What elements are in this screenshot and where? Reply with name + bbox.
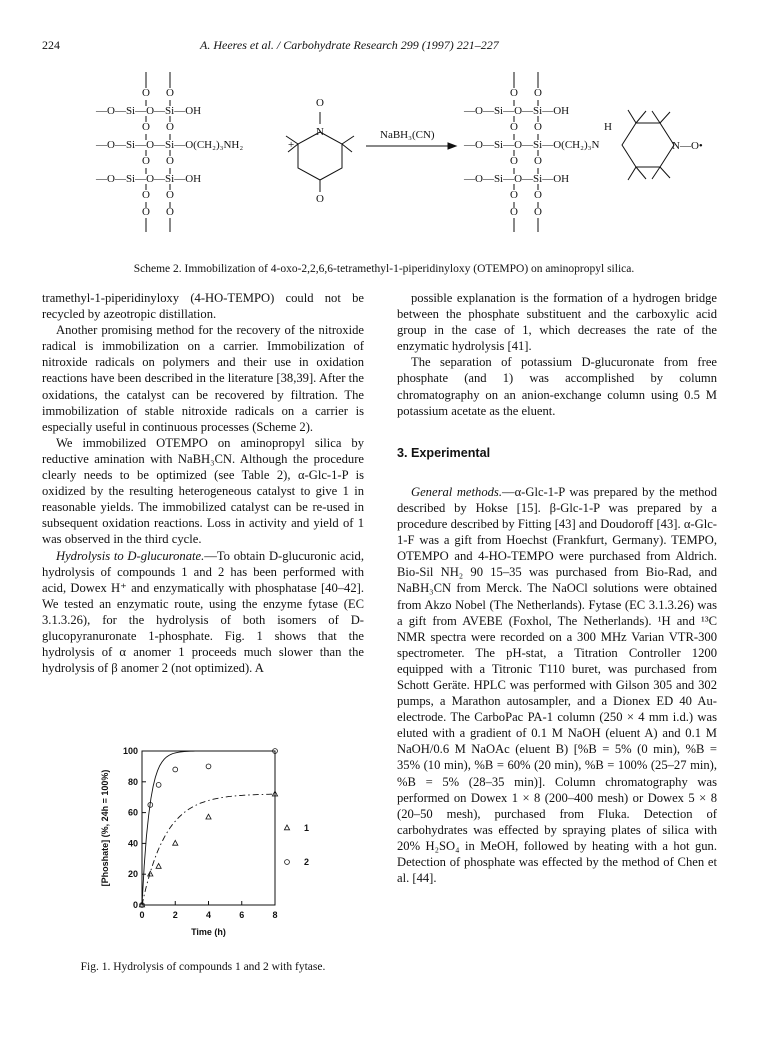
scheme-caption: Scheme 2. Immobilization of 4-oxo-2,2,6,6-tetramethyl-1-piperidinyloxy (OTEMPO) on aminopropyl silica.	[133, 263, 635, 275]
series-2-point	[156, 782, 161, 787]
left-paragraph-4	[42, 548, 364, 677]
y-axis-label: [Phoshate] (%, 24h = 100%)	[100, 769, 110, 887]
legend-marker-series-2	[285, 860, 290, 865]
x-axis-label: Time (h)	[191, 927, 226, 937]
running-head: A. Heeres et al. / Carbohydrate Research 299 (1997) 221–227	[200, 38, 499, 52]
svg-text:O: O	[534, 121, 542, 133]
y-tick-label: 20	[127, 869, 138, 880]
otempo-n: N	[316, 126, 324, 138]
product-n-oxyl: N—O•	[672, 140, 703, 152]
left-paragraph-1: tramethyl-1-piperidinyloxy (4-HO-TEMPO) could not be recycled by azeotropic distillation.	[42, 291, 364, 322]
product-silica-row-1: —O—Si—O—Si—OH	[464, 105, 570, 117]
y-tick-label: 40	[127, 838, 138, 849]
otempo-o-radical: O	[316, 97, 324, 109]
x-tick-label: 8	[272, 910, 278, 920]
right-paragraph-3-body: —α-Glc-1-P was prepared by the method described by Hokse [15]. β-Glc-1-P was prepared by a procedure described by Fitting [43] and Doudoroff [43]. α-Glc-1-F was a gift from Hoechst (Frankfurt, Germany). TEMPO, OTEMPO and 4-HO-TEMPO were purchased from Aldrich. Bio-Sil NH₂ 90 15–35 was purchased from Bio-Rad, and NaBH₃CN from Merck. The NaOCl solutions were obtained from Akzo Nobel (The Netherlands). Fytase (EC 3.1.3.26) was a gift from AVEBE (Foxhol, The Netherlands). ¹H and ¹³C NMR spectra were recorded on a 300 MHz Varian VTR-300 spectrometer. The pH-stat, a Titration Controller 1200 equipped with a Titronic T110 buret, was purchased from Schott Geräte. HPLC was performed with Gilson 305 and 302 pumps, a Marathon autosampler, and a Dionex ED 40 Au-electrode. The CarboPac PA-1 column (250 × 4 mm i.d.) was eluted with a gradient of 0.1 M NaOH (eluent A) and 0.1 M NaOH/0.6 M NaOAc (eluent B) [%B = 5% (0 min), %B = 35% (10 min), %B = 60% (20 min), %B = 100% (25–27 min), %B = 5% (28–35 min)]. Column chromatography was performed on Dowex 1 × 8 (200–400 mesh) or Dowex 5 × 8 (20–50 mesh), purchased from Fluka. Detection of carbohydrates was effected by spraying plates of silica with 20% H₂SO₄ in MeOH, followed by heating with a hot gun. Detection of phosphate was effected by the method of Chen et al. [44].	[397, 484, 717, 886]
svg-text:O: O	[510, 155, 518, 167]
legend-label-series-2: 2	[304, 857, 310, 867]
svg-text:O: O	[142, 155, 150, 167]
scheme-2-diagram	[70, 68, 710, 258]
x-tick-label: 6	[239, 910, 245, 920]
y-tick-label: 80	[127, 776, 138, 787]
plus-sign: +	[288, 139, 295, 151]
product-silica-row-3: —O—Si—O—Si—OH	[464, 173, 570, 185]
svg-text:O: O	[510, 189, 518, 201]
running-header	[0, 38, 768, 54]
svg-text:O: O	[510, 87, 518, 99]
legend-label-series-1: 1	[304, 823, 310, 833]
series-2-curve	[142, 751, 275, 905]
series-1-point	[173, 840, 178, 845]
series-1-curve	[142, 794, 275, 905]
svg-text:O: O	[166, 206, 174, 218]
svg-text:O: O	[534, 189, 542, 201]
otempo-keto-o: O	[316, 193, 324, 205]
left-column	[42, 290, 364, 676]
svg-text:O: O	[534, 87, 542, 99]
svg-text:O: O	[510, 121, 518, 133]
silica-row-1: —O—Si—O—Si—OH	[96, 105, 202, 117]
y-tick-label: 100	[122, 746, 138, 756]
left-paragraph-4-body: —To obtain D-glucuronic acid, hydrolysis of compounds 1 and 2 has been performed with acid, Dowex H⁺ and enzymatically with phosphatase [40–42]. We tested an enzymatic route, using the enzyme fytase (EC 3.1.3.26), for the hydrolysis of both isomers of D-glucopyranuronate 1-phosphate. Fig. 1 shows that the hydrolysis of α anomer 1 proceeds much slower than the hydrolysis of β anomer 2 (not optimized). A	[42, 548, 364, 676]
series-1-point	[156, 864, 161, 869]
reagent-label: NaBH₃(CN)	[380, 129, 435, 141]
y-tick-label: 0	[132, 900, 138, 910]
svg-text:O: O	[166, 121, 174, 133]
series-2-point	[173, 767, 178, 772]
left-paragraph-2: Another promising method for the recovery of the nitroxide radical is immobilization on a carrier. Immobilization of nitroxide radicals on polymers and their use in oxidation reactions have been described in the literature [38,39]. After the oxidations, the catalyst can be recovered by filtration. The immobilization of stable nitroxide radicals on a carrier is especially useful in continuous processes (Scheme 2).	[42, 323, 364, 434]
right-column	[397, 290, 717, 886]
y-tick-label: 60	[127, 807, 138, 818]
amine-h: H	[604, 121, 612, 133]
page-number: 224	[42, 38, 60, 52]
x-tick-label: 0	[139, 910, 145, 920]
svg-text:O: O	[142, 87, 150, 99]
right-paragraph-1: possible explanation is the formation of a hydrogen bridge between the phosphate substituent and the carboxylic acid group in the case of 1, which decreases the rate of the enzymatic hydrolysis [41].	[397, 291, 717, 354]
svg-text:O: O	[166, 87, 174, 99]
series-1-point	[206, 814, 211, 819]
x-tick-label: 2	[172, 910, 178, 920]
svg-text:O: O	[510, 206, 518, 218]
general-methods-heading: General methods.	[411, 484, 502, 499]
right-paragraph-3	[397, 484, 717, 886]
product-silica-row-2: —O—Si—O—Si—O(CH₂)₃N	[464, 139, 600, 151]
silica-row-3: —O—Si—O—Si—OH	[96, 173, 202, 185]
svg-text:O: O	[534, 206, 542, 218]
figure-caption: Fig. 1. Hydrolysis of compounds 1 and 2 with fytase.	[80, 961, 326, 973]
svg-text:O: O	[534, 155, 542, 167]
svg-text:O: O	[142, 206, 150, 218]
silica-row-2: —O—Si—O—Si—O(CH₂)₃NH₂	[96, 139, 244, 151]
left-paragraph-3: We immobilized OTEMPO on aminopropyl silica by reductive amination with NaBH₃CN. Although the procedure clearly needs to be optimized (see Table 2), α-Glc-1-P is oxidized by the resulting heterogeneous catalyst to give 1 in reasonable yields. The immobilized catalyst can be re-used in subsequent oxidation reactions. Loss in activity and yield of 1 was observed in the third cycle.	[42, 435, 364, 547]
svg-text:O: O	[166, 155, 174, 167]
series-2-point	[206, 764, 211, 769]
svg-text:O: O	[142, 189, 150, 201]
x-tick-label: 4	[205, 910, 212, 920]
section-heading-experimental: 3. Experimental	[397, 445, 491, 460]
plot-frame	[142, 751, 275, 905]
hydrolysis-heading: Hydrolysis to D-glucuronate.	[56, 548, 205, 563]
svg-text:O: O	[142, 121, 150, 133]
right-paragraph-2: The separation of potassium D-glucuronate from free phosphate (and 1) was accomplished by column chromatography on an anion-exchange column using 0.5 M potassium acetate as the eluent.	[397, 355, 717, 418]
legend-marker-series-1	[284, 825, 289, 830]
svg-text:O: O	[166, 189, 174, 201]
figure-1-chart	[80, 735, 330, 955]
